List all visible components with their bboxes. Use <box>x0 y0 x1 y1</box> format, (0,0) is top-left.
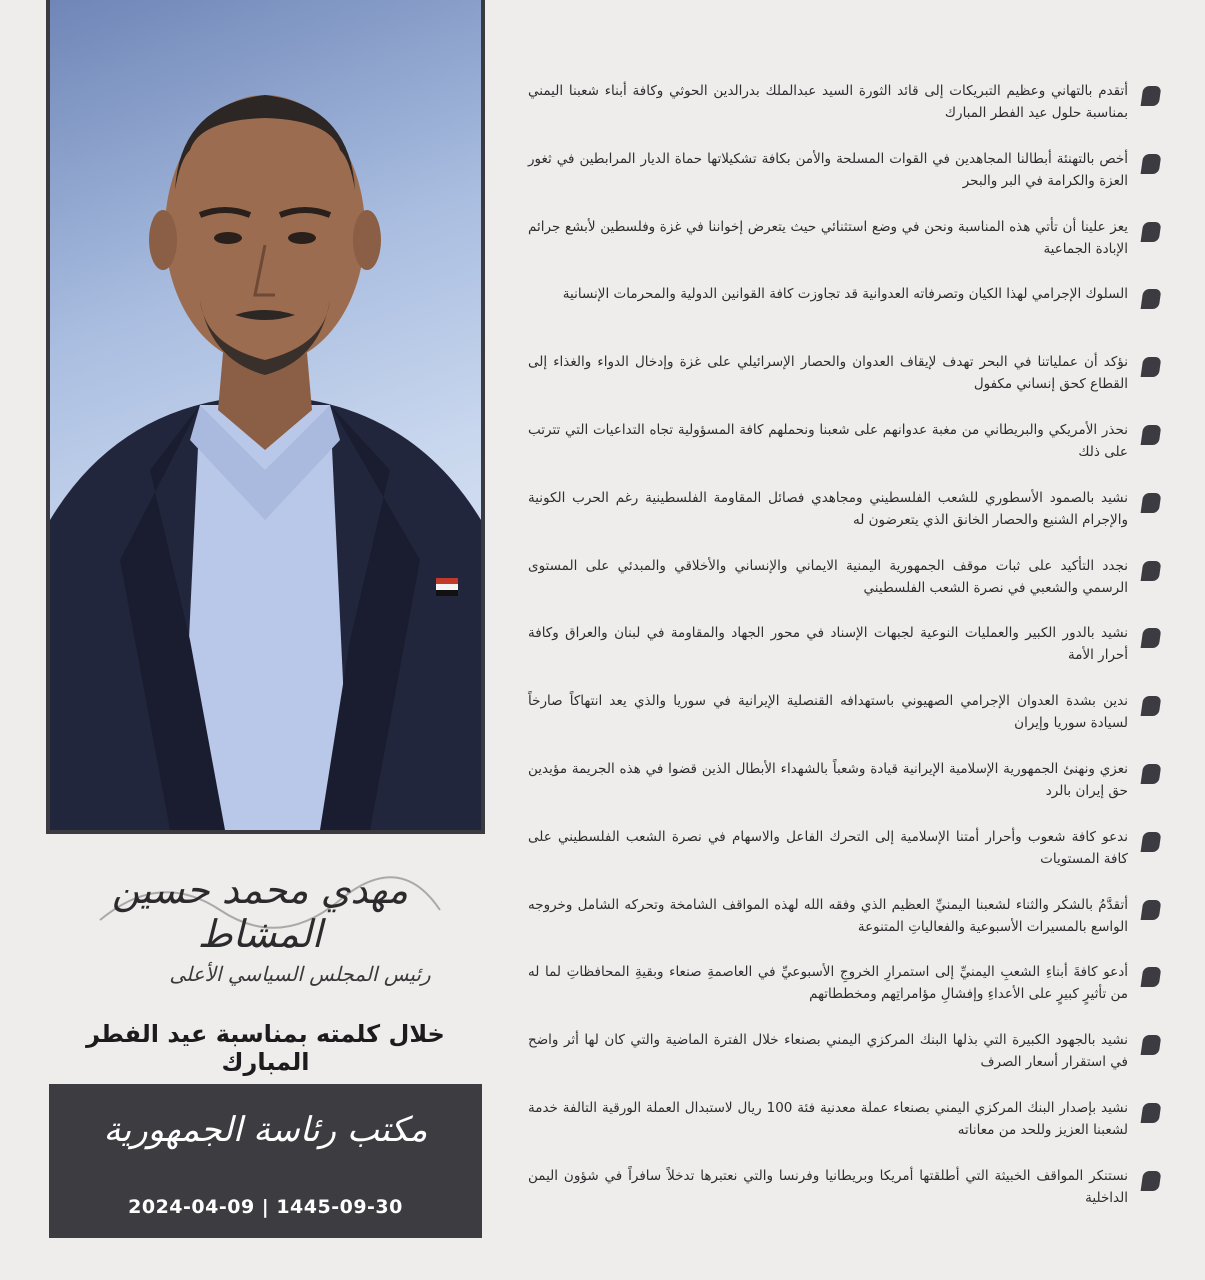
list-item <box>520 419 1160 487</box>
list-item <box>520 690 1160 758</box>
list-item <box>520 283 1160 351</box>
bullet-icon <box>1141 357 1162 377</box>
statement-text: نحذر الأمريكي والبريطاني من مغبة عدوانهم على شعبنا ونحملهم كافة المسؤولية تجاه التداعيات التي تترتب على ذلك <box>528 421 1128 460</box>
statements-list <box>520 80 1160 1233</box>
bullet-icon <box>1141 900 1162 920</box>
list-item <box>520 487 1160 555</box>
statement-text: أخص بالتهنئة أبطالنا المجاهدين في القوات المسلحة والأمن بكافة تشكيلاتها حماة الديار المرابطين في ثغور العزة والكرامة في البر والبحر <box>528 150 1128 189</box>
bullet-icon <box>1141 1035 1162 1055</box>
statement-text: أتقدم بالتهاني وعظيم التبريكات إلى قائد الثورة السيد عبدالملك بدرالدين الحوثي وكافة أبناء شعبنا اليمني بمناسبة حلول عيد الفطر المبارك <box>528 83 1128 121</box>
statement-text: أتقدَّمُ بالشكر والثناء لشعبنا اليمنيِّ العظيم الذي وفقه الله لهذه المواقف الشامخة وتحركه الشامل وخروجه الواسع بالمسيرات الأسبوعية والفعالياتِ المتنوعة <box>528 896 1128 935</box>
list-item <box>520 961 1160 1029</box>
statement-text: نستنكر المواقف الخبيثة التي أطلقتها أمريكا وبريطانيا وفرنسا والتي نعتبرها تدخلاً سافراً في شؤون اليمن الداخلية <box>528 1167 1128 1206</box>
leader-title: رئيس المجلس السياسي الأعلى <box>169 962 431 986</box>
statement-text: نشيد بالدور الكبير والعمليات النوعية لجبهات الإسناد في محور الجهاد والمقاومة في لبنان والعراق وكافة أحرار الأمة <box>528 625 1128 664</box>
list-item <box>520 894 1160 962</box>
office-date: 2024-04-09 | 1445-09-30 <box>128 1196 403 1218</box>
leader-name: مهدي محمد حسين المشاط <box>111 868 409 956</box>
statement-text: السلوك الإجرامي لهذا الكيان وتصرفاته العدوانية قد تجاوزت كافة القوانين الدولية والمحرمات الإنسانية <box>562 286 1128 303</box>
list-item <box>520 826 1160 894</box>
bullet-icon <box>1141 86 1162 106</box>
bullet-icon <box>1141 154 1162 174</box>
list-item <box>520 622 1160 690</box>
bullet-icon <box>1141 1103 1162 1123</box>
statement-text: ندعو كافة شعوب وأحرار أمتنا الإسلامية إلى التحرك الفاعل والاسهام في نصرة الشعب الفلسطيني على كافة المستويات <box>528 828 1128 867</box>
bullet-icon <box>1141 561 1162 581</box>
bullet-icon <box>1141 832 1162 852</box>
list-item <box>520 216 1160 284</box>
bullet-icon <box>1141 967 1162 987</box>
list-item <box>520 1029 1160 1097</box>
statement-text: نؤكد أن عملياتنا في البحر تهدف لإيقاف العدوان والحصار الإسرائيلي على غزة وإدخال الدواء والغذاء إلى القطاع كحق إنساني مكفول <box>528 354 1128 393</box>
portrait-illustration <box>50 0 481 830</box>
statement-text: نشيد بإصدار البنك المركزي اليمني بصنعاء عملة معدنية فئة 100 ريال لاستبدال العملة الورقية التالفة خدمة لشعبنا العزيز وللحد من معاناته <box>528 1099 1128 1138</box>
bullet-icon <box>1141 764 1162 784</box>
bullet-icon <box>1141 425 1162 445</box>
list-item <box>520 555 1160 623</box>
bullet-icon <box>1141 696 1162 716</box>
statement-text: أدعو كافةَ أبناءِ الشعبِ اليمنيِّ إلى استمرارِ الخروجِ الأسبوعيِّ في العاصمةِ صنعاء وبقيةِ المحافظاتِ لما له من تأثيرٍ كبيرٍ على الأعداءِ وإفشالِ مؤامراتِهم ومخططاتهم <box>528 964 1128 1003</box>
statement-text: ندين بشدة العدوان الإجرامي الصهيوني باستهدافه القنصلية الإيرانية في سوريا والذي يعد انتهاكاً صارخاً لسيادة سوريا وإيران <box>528 693 1128 732</box>
bullet-icon <box>1141 1171 1162 1191</box>
office-banner <box>49 1084 482 1238</box>
statement-text: نعزي ونهنئ الجمهورية الإسلامية الإيرانية قيادة وشعباً بالشهداء الأبطال الذين قضوا في هذه الجريمة مؤيدين حق إيران بالرد <box>528 760 1128 799</box>
bullet-icon <box>1141 628 1162 648</box>
list-item <box>520 1165 1160 1233</box>
list-item <box>520 1097 1160 1165</box>
statement-text: نشيد بالصمود الأسطوري للشعب الفلسطيني ومجاهدي فصائل المقاومة الفلسطينية رغم الحرب الكونية والإجرام الشنيع والحصار الخانق الذي يتعرضون له <box>528 489 1128 528</box>
statement-text: يعز علينا أن تأتي هذه المناسبة ونحن في وضع استثنائي حيث يتعرض إخواننا في غزة وفلسطين لأبشع جرائم الإبادة الجماعية <box>528 218 1128 257</box>
portrait-frame <box>46 0 485 834</box>
list-item <box>520 148 1160 216</box>
statement-text: نجدد التأكيد على ثبات موقف الجمهورية اليمنية الايماني والإنساني والأخلاقي والمبدئي على المستوى الرسمي والشعبي في نصرة الشعب الفلسطيني <box>528 557 1128 596</box>
office-name: مكتب رئاسة الجمهورية <box>103 1110 428 1150</box>
list-item <box>520 351 1160 419</box>
bullet-icon <box>1141 289 1162 309</box>
leader-portrait <box>50 0 481 830</box>
occasion-heading: خلال كلمته بمناسبة عيد الفطر المبارك <box>86 1020 445 1076</box>
bullet-icon <box>1141 222 1162 242</box>
statement-text: نشيد بالجهود الكبيرة التي بذلها البنك المركزي اليمني بصنعاء خلال الفترة الماضية والتي كان لها أثر واضح في استقرار أسعار الصرف <box>528 1032 1128 1071</box>
list-item <box>520 80 1160 148</box>
bullet-icon <box>1141 493 1162 513</box>
list-item <box>520 758 1160 826</box>
